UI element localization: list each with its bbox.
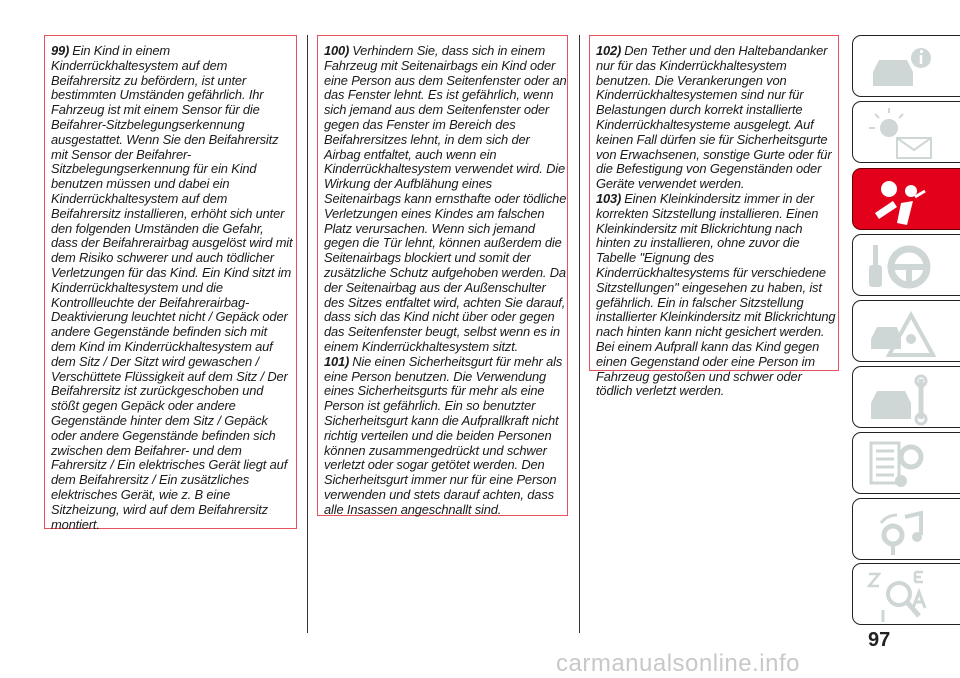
note-text-line: Beifahrer-Sitzbelegungserkennung [51, 116, 245, 132]
note-text-line: die Befestigung von Gegenständen oder [596, 161, 822, 177]
note-text-line: elektrisches Gerät, wie z. B eine [51, 486, 231, 502]
note-text-line: montiert. [51, 516, 100, 532]
column-divider [579, 35, 580, 633]
page-number: 97 [868, 629, 891, 651]
note-text-line: dem Risiko schwerer und auch tödlicher [51, 250, 274, 266]
note-text-line: bestimmten Umständen gefährlich. Ihr [51, 87, 264, 103]
note-text-line: 102) Den Tether und den Haltebandanker [596, 43, 828, 58]
note-text-line: Sitzheizung, wird auf dem Beifahrersitz [51, 501, 268, 517]
note-text-line: Beifahrersitzes lehnt, in dem sich der [324, 131, 530, 147]
note-text-line: Verletzungen eines Kindes am falschen [324, 205, 545, 221]
note-text-line: eine Person benutzen. Die Verwendung [324, 368, 547, 384]
note-number: 103) [596, 190, 622, 206]
note-text-line: einem Kinderrückhaltesystem sitzt. [324, 338, 519, 354]
note-text-line: das Fenster lehnt. Es ist gefährlich, wenn [324, 87, 554, 103]
note-number: 99) [51, 43, 70, 58]
note-text-line: Beifahrersitz installieren, erhöht sich unter [51, 205, 285, 221]
note-text-line: Seitenairbags kann ernsthafte oder tödliche [324, 190, 567, 206]
note-text-line: Kinderrückhaltesystem auf dem [51, 57, 228, 73]
note-text-line: keinen Fall dürfen sie für Sicherheitsgurte [596, 131, 828, 147]
note-text-line: Sicherheitsgurt kann die Aufprallkraft nicht [324, 412, 559, 428]
note-text-line: Fahrzeug gestoßen und schwer oder [596, 368, 802, 384]
chapter-tab[interactable] [852, 366, 960, 428]
note-text-line: Tabelle "Eignung des [596, 250, 714, 266]
note-text-line: Kleinkindersitz mit Blickrichtung nach [596, 220, 803, 236]
note-text-line: dem Beifahrersitz / Ein zusätzliches [51, 472, 250, 488]
note-text-line: Kontrollleuchte der Beifahrerairbag- [51, 294, 250, 310]
note-text-line: Gegenstände hinter dem Sitz / Gepäck [51, 412, 268, 428]
note-text-line: des Sitzes entfaltet wird, achten Sie darauf, [324, 294, 566, 310]
chapter-tab[interactable] [852, 168, 960, 230]
chapter-tab[interactable] [852, 101, 960, 163]
note-text-line: dass der Beifahrerairbag ausgelöst wird mit [51, 235, 293, 251]
note-text-line: gegen das Fenster im Bereich des [324, 116, 516, 132]
chapter-tab[interactable] [852, 300, 960, 362]
note-text-line: nach hinten kann nicht gesichert werden. [596, 324, 825, 340]
note-text-line: von Erwachsenen, sonstige Gurte oder für [596, 146, 832, 162]
note-text-line: zwischen dem Beifahrer- und dem [51, 442, 242, 458]
column-divider [307, 35, 308, 633]
chapter-tab[interactable] [852, 234, 960, 296]
note-text-line: dem Kind im Kinderrückhaltesystem auf [51, 338, 273, 354]
chapter-tab[interactable] [852, 432, 960, 494]
note-text-line: eine Person aus dem Seitenfenster oder an [324, 72, 567, 88]
chapter-tab[interactable] [852, 498, 960, 560]
note-text-line: tödlich verletzt werden. [596, 383, 725, 399]
note-text-line: richtig verteilen und die beiden Personen [324, 427, 552, 443]
chapter-tab[interactable] [852, 563, 960, 625]
note-text-line: das Seitenfenster beugt, selbst wenn es in [324, 324, 560, 340]
note-text-line: Verschüttete Flüssigkeit auf dem Sitz / Der [51, 368, 288, 384]
note-text-line: Kinderrückhaltesystemen sind nur für [596, 87, 804, 103]
note-text-line: Beifahrersitz zu befördern, ist unter [51, 72, 247, 88]
note-text-line: gegen die Tür lehnt, können außerdem die [324, 235, 562, 251]
note-text-line: Airbag entfaltet, auch wenn ein [324, 146, 497, 162]
note-text-line: Wirkung der Aufblähung eines [324, 176, 492, 192]
note-text-line: Sitzstellungen" eingesehen zu haben, ist [596, 279, 822, 295]
note-box-99 [44, 35, 297, 532]
note-text-line: dem Sitz / Der Sitzt wird gewaschen / [51, 353, 259, 369]
chapter-tab[interactable] [852, 35, 960, 97]
note-text-line: mit Sensor der Beifahrer- [51, 146, 192, 162]
note-text-line: Seitenairbags blockiert und somit der [324, 250, 531, 266]
note-text-line: nur für das Kinderrückhaltesystem [596, 57, 787, 73]
note-text-line: ausgestattet. Wenn Sie den Beifahrersitz [51, 131, 279, 147]
note-text-line: 100) Verhindern Sie, dass sich in einem [324, 43, 546, 58]
note-text-line: andere Gegenstände befinden sich mit [51, 324, 268, 340]
note-text-line: der Seitenairbag aus der Außenschulter [324, 279, 546, 295]
note-text-line: Fahrzeug mit Seitenairbags ein Kind oder [324, 57, 556, 73]
note-text-line: Kinderrückhaltesysteme ausgelegt. Auf [596, 116, 814, 132]
note-text-line: einen Gegenstand oder eine Person im [596, 353, 815, 369]
note-box-102-103 [589, 35, 839, 399]
watermark: carmanualsonline.info [556, 650, 800, 677]
note-text-line: Geräte verwendet werden. [596, 176, 745, 192]
note-text-line: Fahrzeug ist mit einem Sensor für die [51, 102, 260, 118]
note-text-line: verletzt oder sogar getötet werden. Den [324, 457, 545, 473]
note-text-line: 99) Ein Kind in einem [51, 43, 170, 58]
note-text-line: 103) Einen Kleinkindersitz immer in der [596, 190, 814, 206]
note-text-line: alle Insassen angeschnallt sind. [324, 501, 502, 517]
note-text-line: 101) Nie einen Sicherheitsgurt für mehr als [324, 353, 563, 369]
note-text-line: Bei einem Aufprall kann das Kind gegen [596, 338, 820, 354]
note-text-line: Kinderrückhaltesystems für verschiedene [596, 264, 826, 280]
note-text-line: sich jemand aus dem Seitenfenster oder [324, 102, 550, 118]
note-text-line: installierter Kleinkindersitz mit Blickrichtung [596, 309, 836, 325]
note-text-line: Kinderrückhaltesystem auf dem [51, 190, 228, 206]
note-text-line: oder andere Gegenstände befinden sich [51, 427, 276, 443]
note-text-line: können zusammengedrückt und schwer [324, 442, 547, 458]
note-text-line: zusätzliche Schutz aufgehoben werden. Da [324, 264, 566, 280]
note-text-line: dass sich das Kind nicht über oder gegen [324, 309, 555, 325]
note-number: 101) [324, 353, 350, 369]
note-text-line: Fahrersitz / Ein elektrisches Gerät liegt auf [51, 457, 288, 473]
note-text-line: den folgenden Umständen die Gefahr, [51, 220, 264, 236]
note-text-line: Sitzbelegungserkennung für ein Kind [51, 161, 257, 177]
note-text-line: Sicherheitsgurt immer nur für eine Person [324, 472, 557, 488]
note-text-line: gefährlich. Ein in falscher Sitzstellung [596, 294, 804, 310]
note-text-line: verwenden und stets darauf achten, dass [324, 486, 554, 502]
note-box-100-101 [317, 35, 568, 516]
note-text-line: benutzen. Die Verankerungen von [596, 72, 787, 88]
note-text-line: Beifahrersitz ist zurückgeschoben und [51, 383, 264, 399]
note-text-line: stößt gegen Gepäck oder andere [51, 398, 236, 414]
note-text-line: eines Sicherheitsgurts für mehr als eine [324, 383, 545, 399]
note-text-line: Kinderrückhaltesystem verwendet wird. Die [324, 161, 566, 177]
note-text-line: Kinderrückhaltesystem und die [51, 279, 223, 295]
note-text-line: Belastungen durch korrekt installierte [596, 102, 803, 118]
note-text-line: Person ist gefährlich. Ein so benutzter [324, 398, 536, 414]
note-text-line: Platz verursachen. Wenn sich jemand [324, 220, 535, 236]
note-number: 102) [596, 43, 622, 58]
note-text-line: Deaktivierung leuchtet nicht / Gepäck oder [51, 309, 288, 325]
note-text-line: benutzen müssen und dabei ein [51, 176, 230, 192]
note-text-line: korrekten Sitzstellung installieren. Einen [596, 205, 819, 221]
note-number: 100) [324, 43, 350, 58]
note-text-line: Verletzungen für das Kind. Ein Kind sitzt im [51, 264, 292, 280]
note-text-line: hinten zu installieren, ohne zuvor die [596, 235, 800, 251]
